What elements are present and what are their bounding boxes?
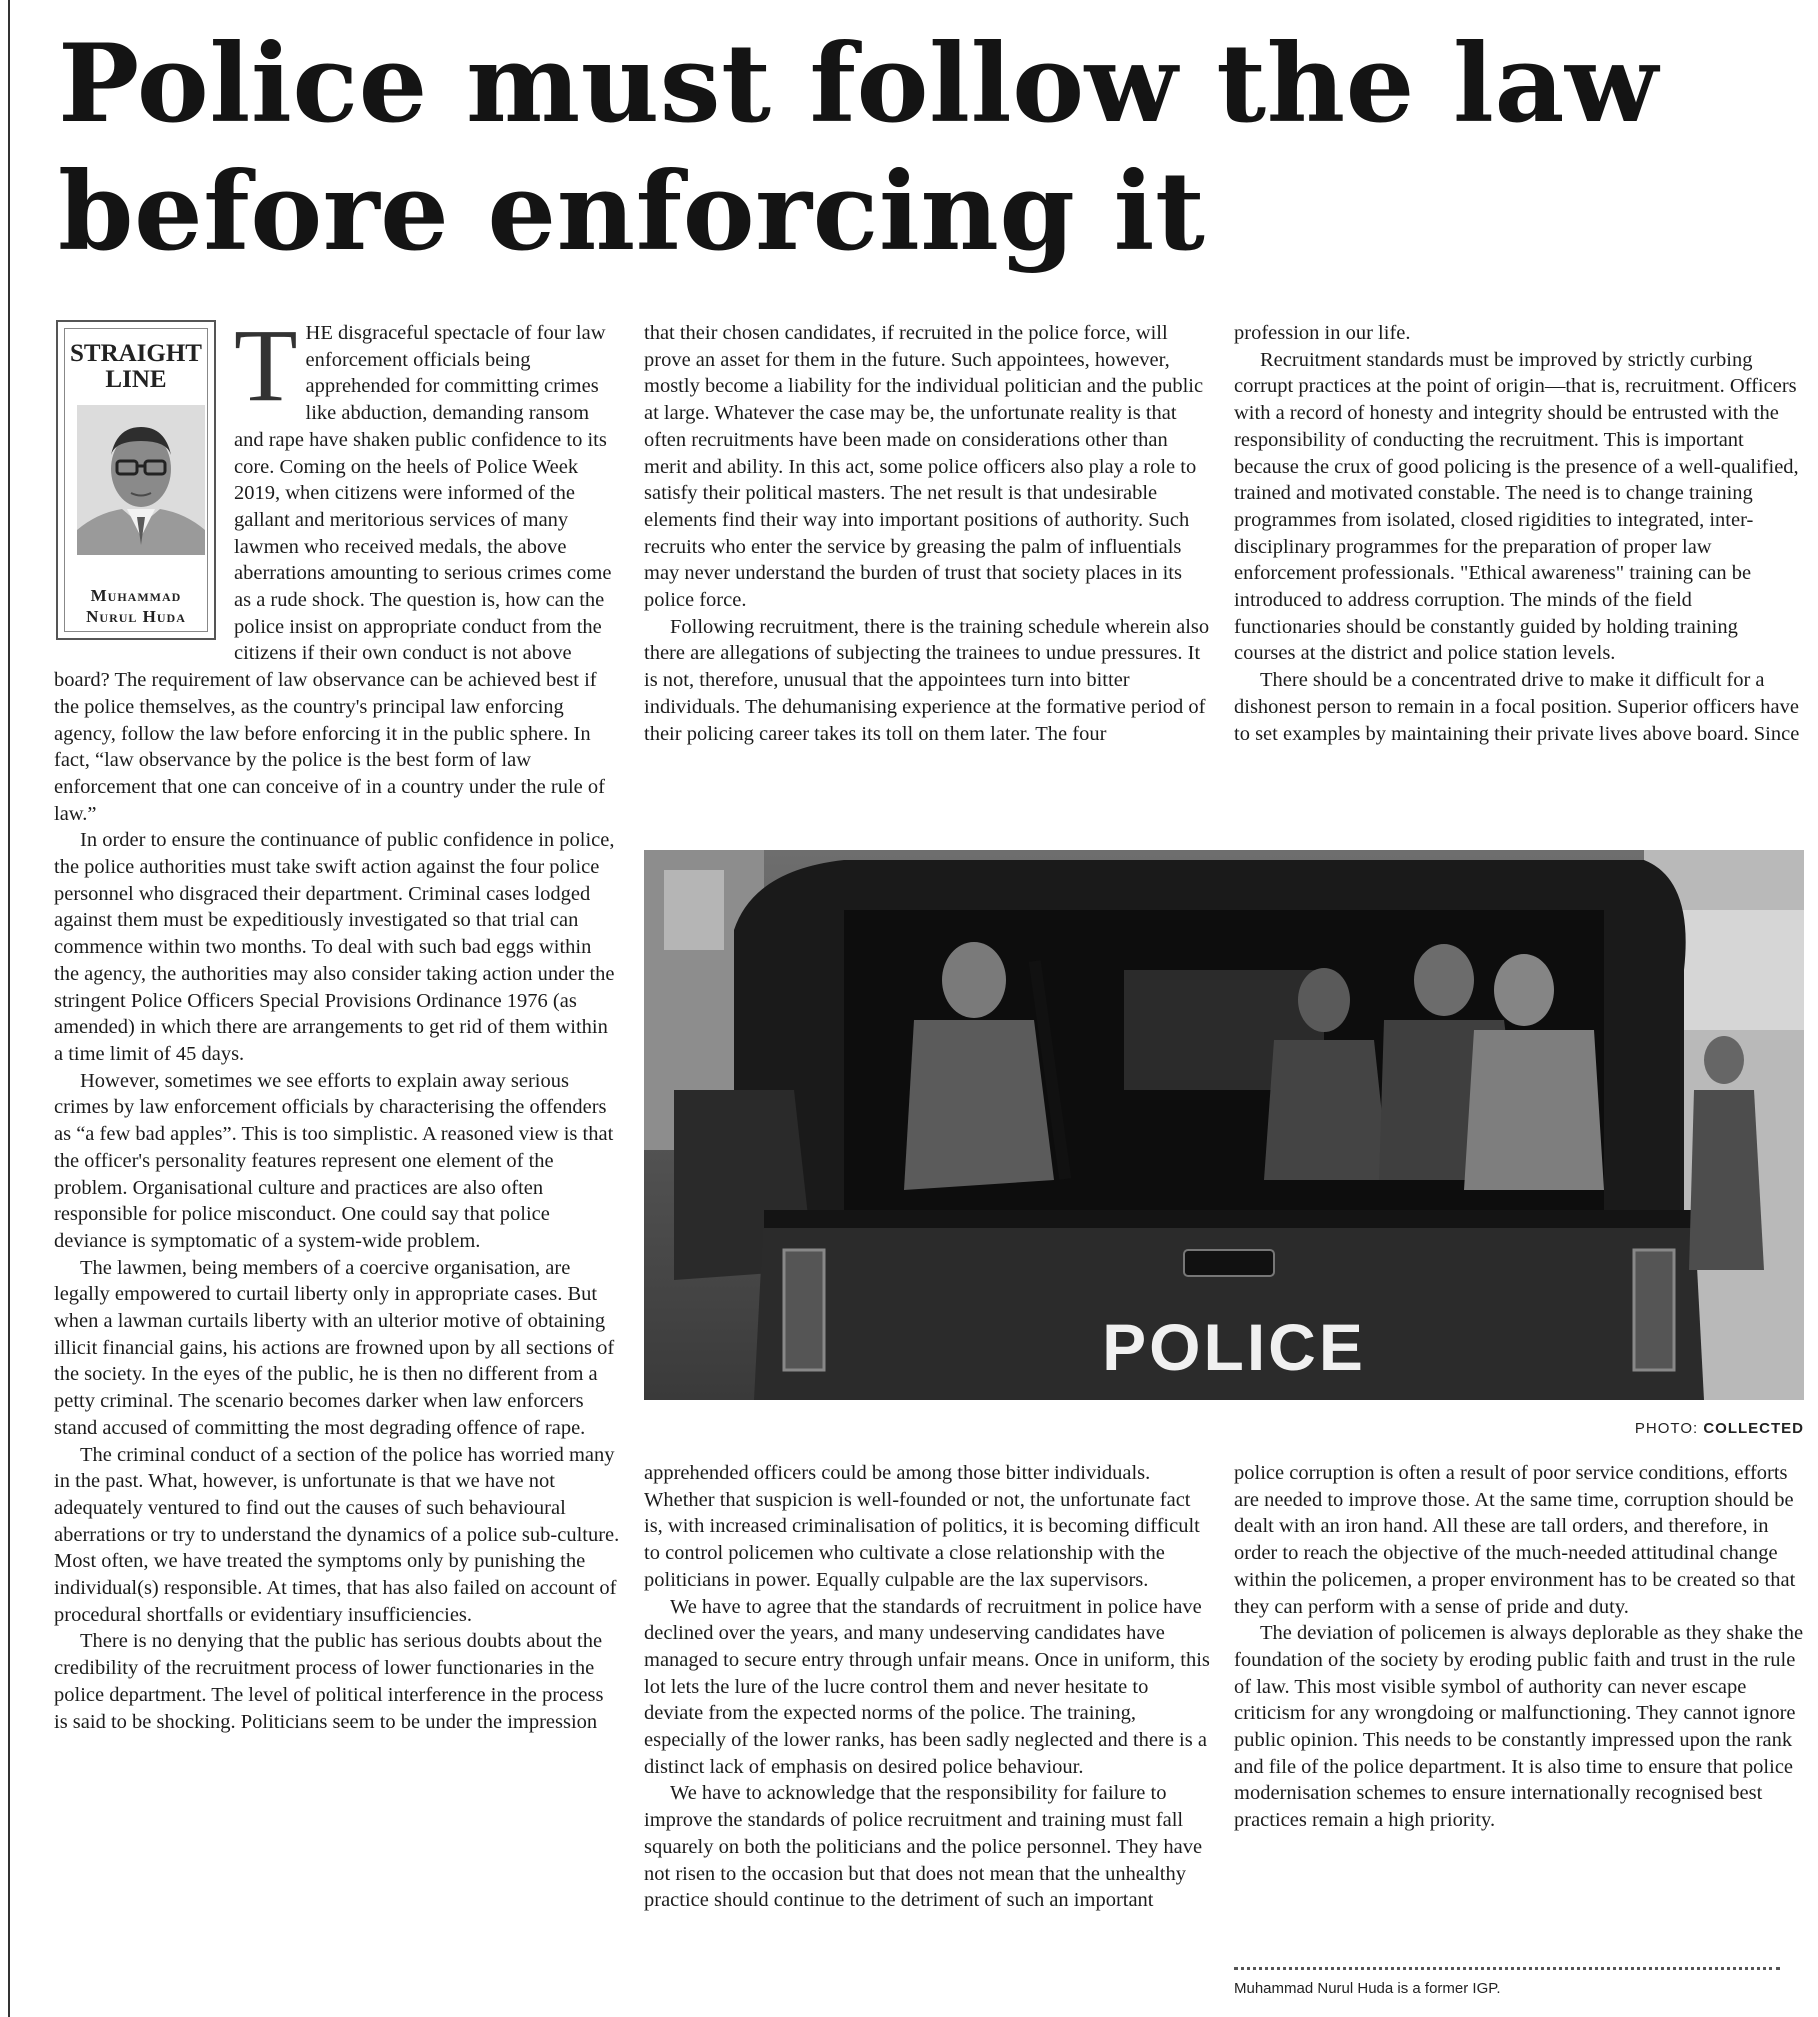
article-paragraph: apprehended officers could be among those bitter individuals. Whether that suspicion is well-founded or not, the unfortunate fact is, with increased criminalisation of politics, it is becoming difficult to control policemen who cultivate a close relationship with the politicians in power. Equally culpable are the lax supervisors. [644, 1462, 1200, 1591]
article-column-3-top [1234, 320, 1804, 834]
article-paragraph: There should be a concentrated drive to make it difficult for a dishonest person to remain in a focal position. Superior officers have to set examples by maintaining their private lives above board. Since [1234, 669, 1800, 745]
headline [58, 20, 1758, 276]
article-column-2-top [644, 320, 1210, 834]
article-paragraph: Following recruitment, there is the training schedule wherein also there are allegations of subjecting the trainees to undue pressures. It is not, therefore, unusual that the appointees turn into bitter individuals. The dehumanising experience at the formative period of their policing career takes its toll on them later. The four [644, 615, 1210, 745]
author-name-line-1: Muhammad [90, 586, 182, 605]
article-paragraph: In order to ensure the continuance of public confidence in police, the police authorities must take swift action against the four police personnel who disgraced their department. Criminal cases lodged against them must be expeditiously investigated so that trial can commence within two months. To deal with such bad eggs within the agency, the authorities may also consider taking action under the stringent Police Officers Special Provisions Ordinance 1976 (as amended) in which there are arrangements to get rid of them within a time limit of 45 days. [54, 829, 615, 1065]
vehicle-police-text: POLICE [1102, 1310, 1366, 1384]
article-paragraph: However, sometimes we see efforts to explain away serious crimes by law enforcement officials by characterising the offenders as “a few bad apples”. This is too simplistic. A reasoned view is that the officer's personality features represent one element of the problem. Organisational culture and practices are also often responsible for police misconduct. One could say that police deviance is symptomatic of a system-wide problem. [54, 1069, 614, 1252]
author-bio: Muhammad Nurul Huda is a former IGP. [1234, 1980, 1501, 1997]
photo-credit-value: COLLECTED [1703, 1420, 1804, 1437]
article-paragraph: The criminal conduct of a section of the police has worried many in the past. What, however, is unfortunate is that we have not adequately ventured to find out the causes of such behavioural aberrations or try to understand the dynamics of a police sub-culture. Most often, we have treated the symptoms only by punishing the individual(s) responsible. At times, that has also failed on account of procedural shortfalls or evidentiary insufficiencies. [54, 1443, 620, 1626]
article-paragraph: The lawmen, being members of a coercive organisation, are legally empowered to curtail liberty only in appropriate cases. But when a lawman curtails liberty with an ulterior motive of obtaining illicit financial gains, his actions are frowned upon by all sections of the society. In the eyes of the public, he is then no different from a petty criminal. The scenario becomes darker when law enforcers stand accused of committing the most degrading offence of rape. [54, 1256, 615, 1439]
author-name-line-2: Nurul Huda [86, 607, 186, 626]
article-photo [644, 850, 1804, 1400]
article-paragraph: police corruption is often a result of poor service conditions, efforts are needed to improve those. At the same time, corruption should be dealt with an iron hand. All these are tall orders, and therefore, in order to reach the objective of the much-needed attitudinal change within the policemen, a proper environment has to be created so that they can perform with a sense of pride and duty. [1234, 1462, 1796, 1618]
left-column-rule [8, 0, 10, 2017]
article-column-3-bottom [1234, 1460, 1804, 1972]
byline-box [56, 320, 216, 640]
article-paragraph: The deviation of policemen is always deplorable as they shake the foundation of the society by eroding public faith and trust in the rule of law. This most visible symbol of authority can never escape criticism for any wrongdoing or malfunctioning. They cannot ignore public opinion. This needs to be constantly impressed upon the rank and file of the police department. It is also time to ensure that police modernisation schemes to ensure internationally recognised best practices remain a high priority. [1234, 1622, 1804, 1832]
photo-credit [1635, 1420, 1804, 1437]
headline-line-1: Police must follow the law [58, 21, 1659, 147]
author-name [65, 585, 207, 627]
author-portrait-image [77, 405, 205, 555]
article-column-2-bottom [644, 1460, 1210, 2010]
article-paragraph: We have to agree that the standards of recruitment in police have declined over the years, and many undeserving candidates have managed to secure entry through unfair means. Once in uniform, this lot lets the lure of the lucre control them and never hesitate to deviate from the expected norms of the police. The training, especially of the lower ranks, has been sadly neglected and there is a distinct lack of emphasis on desired police behaviour. [644, 1595, 1210, 1778]
photo-credit-label: PHOTO: [1634, 1420, 1704, 1437]
article-paragraph: There is no denying that the public has serious doubts about the credibility of the recruitment process of lower functionaries in the police department. The level of political interference in the process is said to be shocking. Politicians seem to be under the impression [54, 1630, 604, 1733]
article-paragraph: profession in our life. [1234, 322, 1411, 344]
column-name-line-2: LINE [105, 366, 167, 393]
paragraph-text: HE disgraceful spectacle of four law enforcement officials being apprehended for committing crimes like abduction, demanding ransom and rape have shaken public confidence to its core. Coming on the heels of Police Week 2019, when citizens were informed of the gallant and meritorious services of many lawmen who received medals, the above aberrations amounting to serious crimes come as a rude shock. The question is, how can the police insist on appropriate conduct from the citizens if their own conduct is not above board? The requirement of law observance can be achieved best if the police themselves, as the country's principal law enforcing agency, follow the law before enforcing it in the public sphere. In fact, “law observance by the police is the best form of law enforcement that one can conceive of in a country under the rule of law.” [54, 322, 612, 825]
article-paragraph: Recruitment standards must be improved by strictly curbing corrupt practices at the point of origin—that is, recruitment. Officers with a record of honesty and integrity should be entrusted with the responsibility of conducting the recruitment. This is important because the crux of good policing is the presence of a well-qualified, trained and motivated constable. The need is to change training programmes from isolated, closed rigidities to integrated, inter-disciplinary programmes for the preparation of proper law enforcement professionals. "Ethical awareness" training can be introduced to address corruption. The minds of the field functionaries should be constantly guided by holding training courses at the district and police station levels. [1234, 348, 1799, 665]
article-paragraph: We have to acknowledge that the responsibility for failure to improve the standards of police recruitment and training must fall squarely on both the politicians and the police personnel. They have not risen to the occasion but that does not mean that the unhealthy practice should continue to the detriment of such an important [644, 1782, 1203, 1912]
article-paragraph: that their chosen candidates, if recruited in the police force, will prove an asset for them in the future. Such appointees, however, mostly become a liability for the individual politician and the public at large. Whatever the case may be, the unfortunate reality is that often recruitments have been made on considerations other than merit and ability. In this act, some police officers also play a role to satisfy their political masters. The net result is that undesirable elements find their way into important positions of authority. Such recruits who enter the service by greasing the palm of influentials may never understand the burden of trust that society places in its police force. [644, 322, 1204, 612]
author-portrait [77, 405, 205, 555]
headline-line-2: before enforcing it [58, 149, 1206, 275]
column-name [65, 341, 207, 393]
drop-cap: T [234, 320, 298, 423]
article-column-1 [54, 320, 620, 2008]
police-vehicle-photo [644, 850, 1804, 1400]
footer-dotted-rule [1234, 1967, 1780, 1970]
column-name-line-1: STRAIGHT [70, 340, 202, 367]
